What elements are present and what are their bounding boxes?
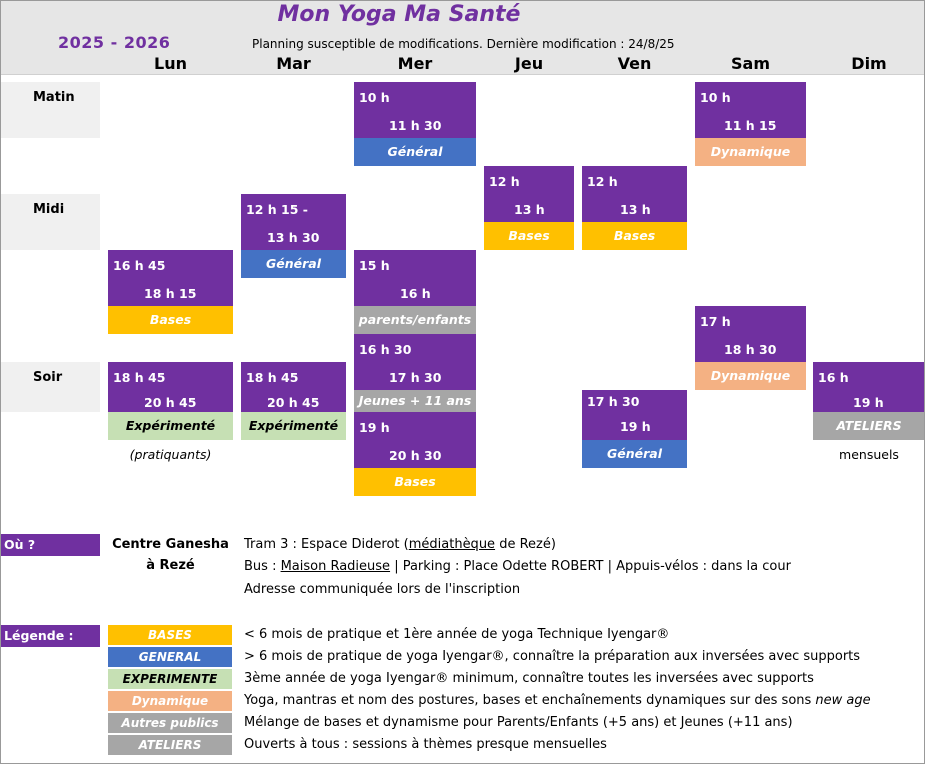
legend-text-dynamique xyxy=(244,693,871,708)
session-start: 12 h xyxy=(489,174,520,189)
tram-text: Tram 3 : Espace Diderot ( xyxy=(244,537,409,552)
session-jeu-midi[interactable] xyxy=(484,166,574,222)
session-end: 17 h 30 xyxy=(389,370,442,385)
session-end: 19 h xyxy=(853,395,884,410)
day-header-mer: Mer xyxy=(397,54,433,73)
session-sam-17-level: Dynamique xyxy=(695,362,806,390)
session-mer-matin[interactable] xyxy=(354,82,476,138)
session-end: 19 h xyxy=(620,419,651,434)
session-lun-1645[interactable] xyxy=(108,250,233,306)
day-header-lun: Lun xyxy=(154,54,187,73)
row-label-matin: Matin xyxy=(0,82,100,138)
session-end: 11 h 15 xyxy=(724,118,777,133)
day-header-sam: Sam xyxy=(731,54,770,73)
day-header-mar: Mar xyxy=(276,54,311,73)
maison-radieuse-link[interactable]: Maison Radieuse xyxy=(280,559,391,574)
row-label-soir: Soir xyxy=(0,362,100,412)
session-end: 18 h 15 xyxy=(144,286,197,301)
session-mer-matin-level: Général xyxy=(354,138,476,166)
bus-line xyxy=(244,559,791,574)
legend-swatch-bases: BASES xyxy=(108,625,232,645)
session-end: 20 h 30 xyxy=(389,448,442,463)
session-lun-1645-level: Bases xyxy=(108,306,233,334)
session-dim-16-note: mensuels xyxy=(839,447,899,462)
session-lun-1845-note: (pratiquants) xyxy=(129,447,212,462)
day-header-ven: Ven xyxy=(617,54,652,73)
legend-text-dynamique-italic: new age xyxy=(815,693,871,708)
session-start: 16 h xyxy=(818,370,849,385)
session-start: 10 h xyxy=(359,90,390,105)
legend-text-general: > 6 mois de pratique de yoga Iyengar®, connaître la préparation aux inversées avec supports xyxy=(244,649,861,664)
legend-swatch-experimente: EXPERIMENTE xyxy=(108,669,232,689)
session-jeu-midi-level: Bases xyxy=(484,222,574,250)
location-tag: Où ? xyxy=(0,534,100,556)
day-header-dim: Dim xyxy=(851,54,887,73)
session-mar-1845-level: Expérimenté xyxy=(241,412,346,440)
session-ven-midi[interactable] xyxy=(582,166,687,222)
session-mer-15-level: parents/enfants xyxy=(354,306,476,334)
session-start: 10 h xyxy=(700,90,731,105)
session-mar-midi-level: Général xyxy=(241,250,346,278)
tram-text-end: de Rezé) xyxy=(495,537,556,552)
legend-swatch-autres-publics: Autres publics xyxy=(108,713,232,733)
session-end: 16 h xyxy=(400,286,431,301)
legend-swatch-general: GENERAL xyxy=(108,647,232,667)
session-mer-19[interactable] xyxy=(354,412,476,468)
address-note: Adresse communiquée lors de l'inscription xyxy=(244,582,521,597)
session-start: 18 h 45 xyxy=(246,370,299,385)
session-start: 12 h 15 - xyxy=(246,202,308,217)
session-end: 13 h xyxy=(514,202,545,217)
legend-swatch-dynamique: Dynamique xyxy=(108,691,232,711)
legend-text-ateliers: Ouverts à tous : sessions à thèmes presque mensuelles xyxy=(244,737,607,752)
modification-notice: Planning susceptible de modifications. Dernière modification : 24/8/25 xyxy=(252,37,675,51)
session-start: 17 h xyxy=(700,314,731,329)
mediatheque-link[interactable]: médiathèque xyxy=(408,537,496,552)
legend-text-autres-publics: Mélange de bases et dynamisme pour Parents/Enfants (+5 ans) et Jeunes (+11 ans) xyxy=(244,715,793,730)
session-dim-16-level: ATELIERS xyxy=(813,412,925,440)
session-end: 20 h 45 xyxy=(267,395,320,410)
session-lun-1845-level: Expérimenté xyxy=(108,412,233,440)
bus-text-end: | Parking : Place Odette ROBERT | Appuis-vélos : dans la cour xyxy=(390,559,791,574)
session-start: 17 h 30 xyxy=(587,394,640,409)
session-end: 13 h 30 xyxy=(267,230,320,245)
session-start: 18 h 45 xyxy=(113,370,166,385)
session-sam-matin[interactable] xyxy=(695,82,806,138)
legend-text-bases: < 6 mois de pratique et 1ère année de yoga Technique Iyengar® xyxy=(244,627,670,642)
session-mar-midi[interactable] xyxy=(241,194,346,250)
session-sam-17[interactable] xyxy=(695,306,806,362)
session-dim-16[interactable] xyxy=(813,362,925,412)
tram-line xyxy=(244,537,556,552)
school-year: 2025 - 2026 xyxy=(58,33,171,52)
bus-text: Bus : xyxy=(244,559,281,574)
session-mer-1630-level: Jeunes + 11 ans xyxy=(354,390,476,412)
venue-city: à Rezé xyxy=(146,558,195,573)
session-start: 12 h xyxy=(587,174,618,189)
row-label-midi: Midi xyxy=(0,194,100,250)
session-mer-19-level: Bases xyxy=(354,468,476,496)
legend-tag: Légende : xyxy=(0,625,100,647)
session-start: 15 h xyxy=(359,258,390,273)
page-title: Mon Yoga Ma Santé xyxy=(277,2,521,27)
session-lun-1845[interactable] xyxy=(108,362,233,412)
session-ven-1730[interactable] xyxy=(582,390,687,440)
session-start: 16 h 45 xyxy=(113,258,166,273)
legend-swatch-ateliers: ATELIERS xyxy=(108,735,232,755)
session-sam-matin-level: Dynamique xyxy=(695,138,806,166)
session-start: 16 h 30 xyxy=(359,342,412,357)
session-end: 18 h 30 xyxy=(724,342,777,357)
session-mer-1630[interactable] xyxy=(354,334,476,390)
session-end: 11 h 30 xyxy=(389,118,442,133)
session-start: 19 h xyxy=(359,420,390,435)
legend-text-experimente: 3ème année de yoga Iyengar® minimum, connaître toutes les inversées avec supports xyxy=(244,671,814,686)
legend-text-dynamique-main: Yoga, mantras et nom des postures, bases et enchaînements dynamiques sur des sons xyxy=(244,693,816,708)
session-end: 20 h 45 xyxy=(144,395,197,410)
session-ven-midi-level: Bases xyxy=(582,222,687,250)
venue-name: Centre Ganesha xyxy=(112,537,229,552)
session-ven-1730-level: Général xyxy=(582,440,687,468)
day-header-jeu: Jeu xyxy=(514,54,544,73)
session-mer-15[interactable] xyxy=(354,250,476,306)
session-mar-1845[interactable] xyxy=(241,362,346,412)
session-end: 13 h xyxy=(620,202,651,217)
